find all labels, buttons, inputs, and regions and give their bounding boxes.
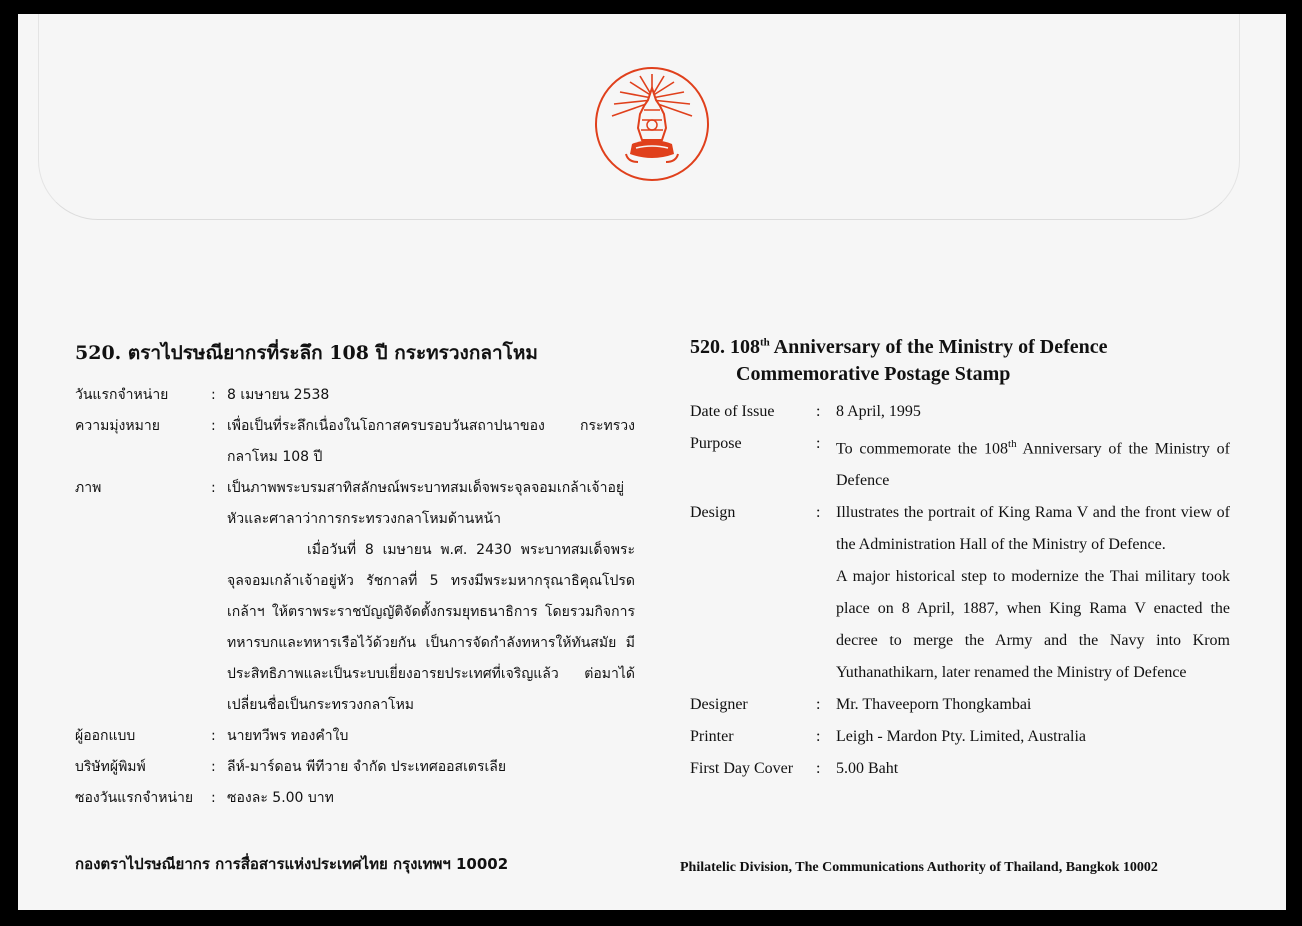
title-sup: th	[760, 336, 770, 349]
thai-label: ภาพ	[75, 480, 102, 496]
english-value	[836, 428, 1230, 497]
thai-title: 520. ตราไปรษณียากรที่ระลึก 108 ปี กระทรวงกลาโหม	[75, 342, 538, 364]
thai-row-purpose	[75, 411, 635, 473]
english-row-purpose	[690, 428, 1230, 497]
english-row-designer	[690, 689, 1230, 721]
english-value	[836, 497, 1230, 689]
separator: :	[211, 387, 216, 403]
separator: :	[211, 759, 216, 775]
envelope-back	[18, 14, 1286, 910]
purpose-post: Anniversary of the Ministry of Defence	[836, 440, 1230, 490]
english-subtitle: Commemorative Postage Stamp	[736, 363, 1011, 385]
english-title	[690, 336, 1230, 359]
separator: :	[816, 696, 821, 714]
title-prefix: 520. 108	[690, 336, 760, 358]
english-design-history: A major historical step to modernize the Thai military took place on 8 April, 1887, when King Rama V enacted the decree to merge the Army and the Navy into Krom Yuthanathikarn, later renamed the Ministry of Defence	[836, 568, 1230, 682]
english-description	[690, 336, 1230, 785]
english-row-printer	[690, 721, 1230, 753]
separator: :	[211, 480, 216, 496]
english-row-date	[690, 396, 1230, 428]
separator: :	[816, 403, 821, 420]
separator: :	[816, 728, 821, 746]
english-label: Date of Issue	[690, 403, 775, 420]
separator: :	[816, 435, 821, 452]
thai-design-text: เป็นภาพพระบรมสาทิสลักษณ์พระบาทสมเด็จพระจุลจอมเกล้าเจ้าอยู่หัวและศาลาว่าการกระทรวงกลาโหมด้านหน้า	[227, 480, 625, 527]
english-value: Mr. Thaveeporn Thongkambai	[836, 696, 1032, 714]
english-label: Purpose	[690, 435, 742, 452]
english-value: 5.00 Baht	[836, 760, 899, 778]
english-label: Printer	[690, 728, 734, 746]
separator: :	[211, 728, 216, 744]
communications-authority-emblem-icon	[594, 66, 710, 182]
thai-value	[227, 473, 635, 721]
english-row-fdc	[690, 753, 1230, 785]
thai-label: ซองวันแรกจำหน่าย	[75, 790, 194, 806]
purpose-sup: th	[1008, 438, 1017, 450]
english-value: 8 April, 1995	[836, 403, 921, 420]
thai-footer: กองตราไปรษณียากร การสื่อสารแห่งประเทศไทย กรุงเทพฯ 10002	[75, 855, 509, 873]
thai-value: เพื่อเป็นที่ระลึกเนื่องในโอกาสครบรอบวันสถาปนาของ กระทรวงกลาโหม 108 ปี	[227, 418, 635, 465]
english-design-text: Illustrates the portrait of King Rama V and the front view of the Administration Hall of the Ministry of Defence.	[836, 504, 1230, 554]
thai-row-issue-date	[75, 380, 635, 411]
separator: :	[211, 418, 216, 434]
purpose-pre: To commemorate the 108	[836, 440, 1009, 458]
separator: :	[816, 760, 821, 778]
separator: :	[211, 790, 216, 806]
english-value: Leigh - Mardon Pty. Limited, Australia	[836, 728, 1087, 746]
thai-value: ซองละ 5.00 บาท	[227, 790, 334, 806]
english-label: First Day Cover	[690, 760, 794, 778]
thai-row-design	[75, 473, 635, 721]
thai-row-printer	[75, 752, 635, 783]
thai-label: วันแรกจำหน่าย	[75, 387, 169, 403]
english-row-design	[690, 497, 1230, 689]
thai-value: นายทวีพร ทองคำใบ	[227, 728, 349, 744]
english-label: Design	[690, 504, 736, 522]
thai-row-designer	[75, 721, 635, 752]
thai-value: ลีห์-มาร์ดอน พีทีวาย จำกัด ประเทศออสเตรเลีย	[227, 759, 507, 775]
thai-label: ความมุ่งหมาย	[75, 418, 160, 434]
english-footer: Philatelic Division, The Communications Authority of Thailand, Bangkok 10002	[680, 860, 1158, 875]
thai-description	[75, 338, 635, 814]
thai-design-history: เมื่อวันที่ 8 เมษายน พ.ศ. 2430 พระบาทสมเด็จพระจุลจอมเกล้าเจ้าอยู่หัว รัชกาลที่ 5 ทรงมีพระมหากรุณาธิคุณโปรดเกล้าฯ ให้ตราพระราชบัญญัติจัดตั้งกรมยุทธนาธิการ โดยรวมกิจการทหารบกและทหารเรือไว้ด้วยกัน เป็นการจัดกำลังทหารให้ทันสมัย มีประสิทธิภาพและเป็นระบบเยี่ยงอารยประเทศที่เจริญแล้ว ต่อมาได้เปลี่ยนชื่อเป็นกระทรวงกลาโหม	[227, 542, 635, 713]
thai-row-fdc	[75, 783, 635, 814]
thai-label: ผู้ออกแบบ	[75, 728, 136, 744]
separator: :	[816, 504, 821, 522]
thai-value: 8 เมษายน 2538	[227, 387, 330, 403]
english-label: Designer	[690, 696, 748, 714]
title-rest: Anniversary of the Ministry of Defence	[769, 336, 1108, 358]
thai-label: บริษัทผู้พิมพ์	[75, 759, 146, 775]
